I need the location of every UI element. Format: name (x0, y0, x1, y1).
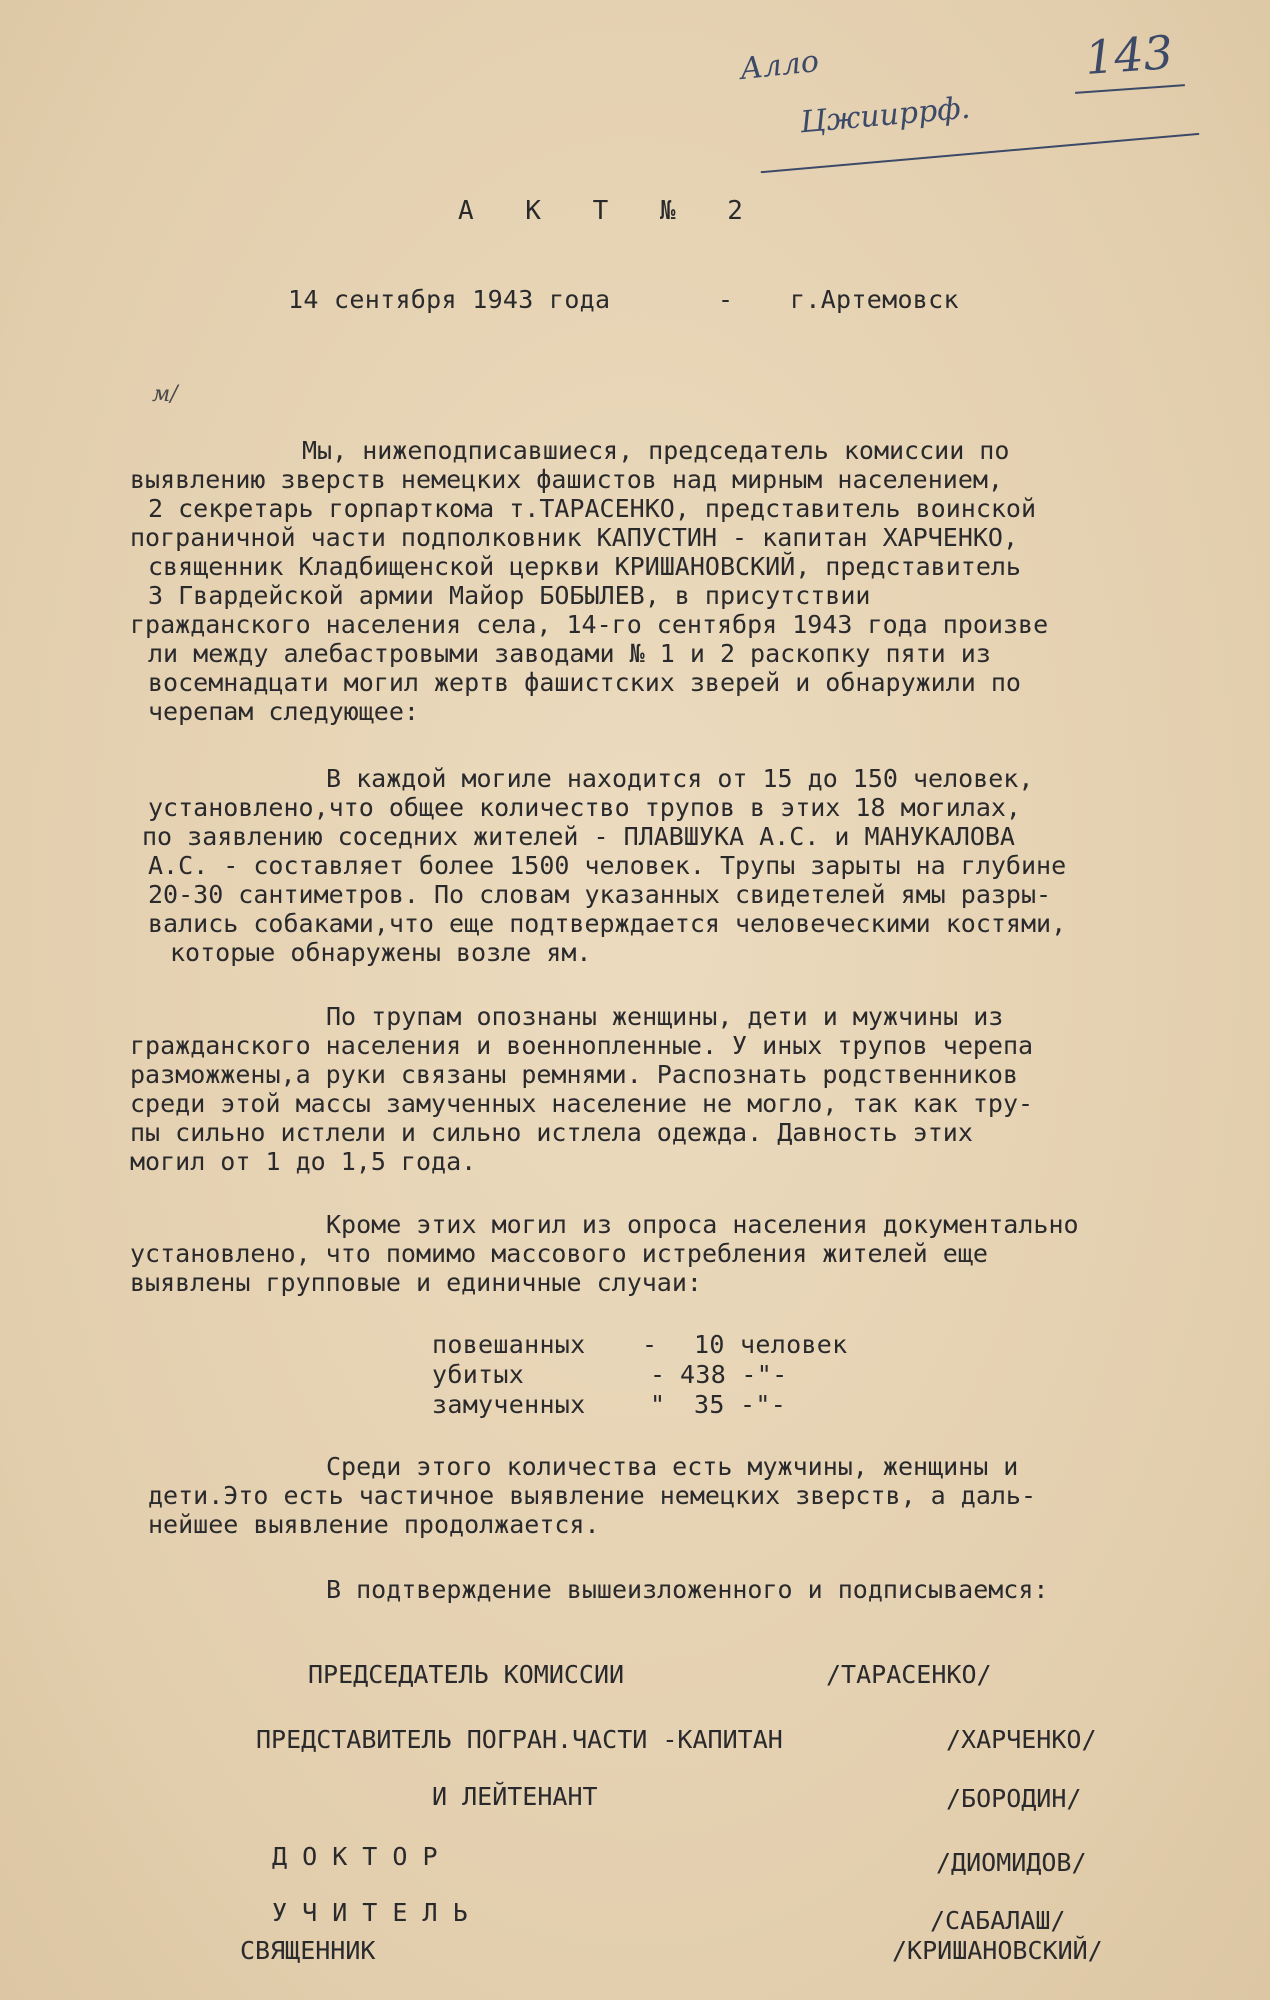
paragraph-line: вались собаками,что еще подтверждается человеческими костями, (148, 909, 1067, 938)
handwritten-note-line2: Цжииррф. (798, 90, 972, 141)
casualty-value: 10 человек (694, 1330, 848, 1359)
paragraph-line: нейшее выявление продолжается. (148, 1510, 600, 1539)
paragraph-line: разможжены,а руки связаны ремнями. Распознать родственников (130, 1060, 1019, 1089)
document-place: г.Артемовск (790, 285, 959, 314)
paragraph-line: среди этой массы замученных население не могло, так как тру- (130, 1089, 1034, 1118)
margin-mark: м/ (152, 382, 178, 407)
casualty-value: 35 -"- (694, 1390, 787, 1419)
handwritten-underline-2 (761, 133, 1200, 173)
paragraph-line: В подтверждение вышеизложенного и подписываемся: (326, 1575, 1049, 1604)
paragraph-line: А.С. - составляет более 1500 человек. Трупы зарыты на глубине (148, 851, 1067, 880)
signature-role: Д О К Т О Р (272, 1842, 438, 1871)
handwritten-page-number: 143 (1083, 25, 1175, 85)
signature-name: /ХАРЧЕНКО/ (946, 1725, 1097, 1754)
paragraph-line: по заявлению соседних жителей - ПЛАВШУКА А.С. и МАНУКАЛОВА (142, 822, 1015, 851)
paragraph-line: священник Кладбищенской церкви КРИШАНОВСКИЙ, представитель (148, 552, 1021, 581)
paragraph-line: черепам следующее: (148, 697, 419, 726)
paragraph-line: установлено, что помимо массового истребления жителей еще (130, 1239, 988, 1268)
signature-name: /КРИШАНОВСКИЙ/ (892, 1936, 1103, 1965)
signature-role: И ЛЕЙТЕНАНТ (432, 1782, 598, 1811)
signature-name: /БОРОДИН/ (946, 1784, 1082, 1813)
casualty-label: повешанных (432, 1330, 586, 1359)
casualty-sep: - (642, 1330, 658, 1359)
paragraph-line: ли между алебастровыми заводами № 1 и 2 раскопку пяти из (148, 639, 991, 668)
signature-name: /САБАЛАШ/ (930, 1906, 1066, 1935)
paragraph-line: Среди этого количества есть мужчины, женщины и (326, 1452, 1019, 1481)
casualty-sep: - (650, 1360, 666, 1389)
paragraph-line: могил от 1 до 1,5 года. (130, 1147, 477, 1176)
paragraph-line: Кроме этих могил из опроса населения документально (326, 1210, 1079, 1239)
paragraph-line: 3 Гвардейской армии Майор БОБЫЛЕВ, в присутствии (148, 581, 871, 610)
casualty-value: 438 -"- (680, 1360, 788, 1389)
paragraph-line: установлено,что общее количество трупов в этих 18 могилах, (148, 793, 1021, 822)
paragraph-line: пы сильно истлели и сильно истлела одежда. Давность этих (130, 1118, 973, 1147)
paragraph-line: выявлены групповые и единичные случаи: (130, 1268, 702, 1297)
paragraph-line: которые обнаружены возле ям. (170, 938, 592, 967)
signature-role: У Ч И Т Е Л Ь (272, 1898, 468, 1927)
casualty-sep: " (650, 1390, 666, 1419)
casualty-label: убитых (432, 1360, 525, 1389)
paragraph-line: гражданского населения села, 14-го сентября 1943 года произве (130, 610, 1049, 639)
date-dash: - (718, 285, 734, 314)
signature-role: СВЯЩЕННИК (240, 1936, 376, 1965)
document-title: А К Т № 2 (458, 196, 761, 226)
signature-role: ПРЕДСЕДАТЕЛЬ КОМИССИИ (308, 1660, 625, 1689)
document-date: 14 сентября 1943 года (288, 285, 611, 314)
signature-name: /ДИОМИДОВ/ (936, 1848, 1087, 1877)
paragraph-line: Мы, нижеподписавшиеся, председатель комиссии по (302, 436, 1010, 465)
paragraph-line: В каждой могиле находится от 15 до 150 человек, (326, 764, 1034, 793)
paragraph-line: По трупам опознаны женщины, дети и мужчины из (326, 1002, 1004, 1031)
paragraph-line: выявлению зверств немецких фашистов над мирным населением, (130, 465, 1003, 494)
paragraph-line: 2 секретарь горпарткома т.ТАРАСЕНКО, представитель воинской (148, 494, 1037, 523)
signature-name: /ТАРАСЕНКО/ (826, 1660, 992, 1689)
paragraph-line: гражданского населения и военнопленные. У иных трупов черепа (130, 1031, 1034, 1060)
paragraph-line: 20-30 сантиметров. По словам указанных свидетелей ямы разры- (148, 880, 1052, 909)
handwritten-note-line1: Алло (738, 43, 821, 88)
signature-role: ПРЕДСТАВИТЕЛЬ ПОГРАН.ЧАСТИ -КАПИТАН (256, 1725, 783, 1754)
paragraph-line: дети.Это есть частичное выявление немецких зверств, а даль- (148, 1481, 1037, 1510)
paragraph-line: пограничной части подполковник КАПУСТИН - капитан ХАРЧЕНКО, (130, 523, 1019, 552)
casualty-label: замученных (432, 1390, 586, 1419)
handwritten-underline-1 (1075, 84, 1185, 94)
paragraph-line: восемнадцати могил жертв фашистских зверей и обнаружили по (148, 668, 1021, 697)
